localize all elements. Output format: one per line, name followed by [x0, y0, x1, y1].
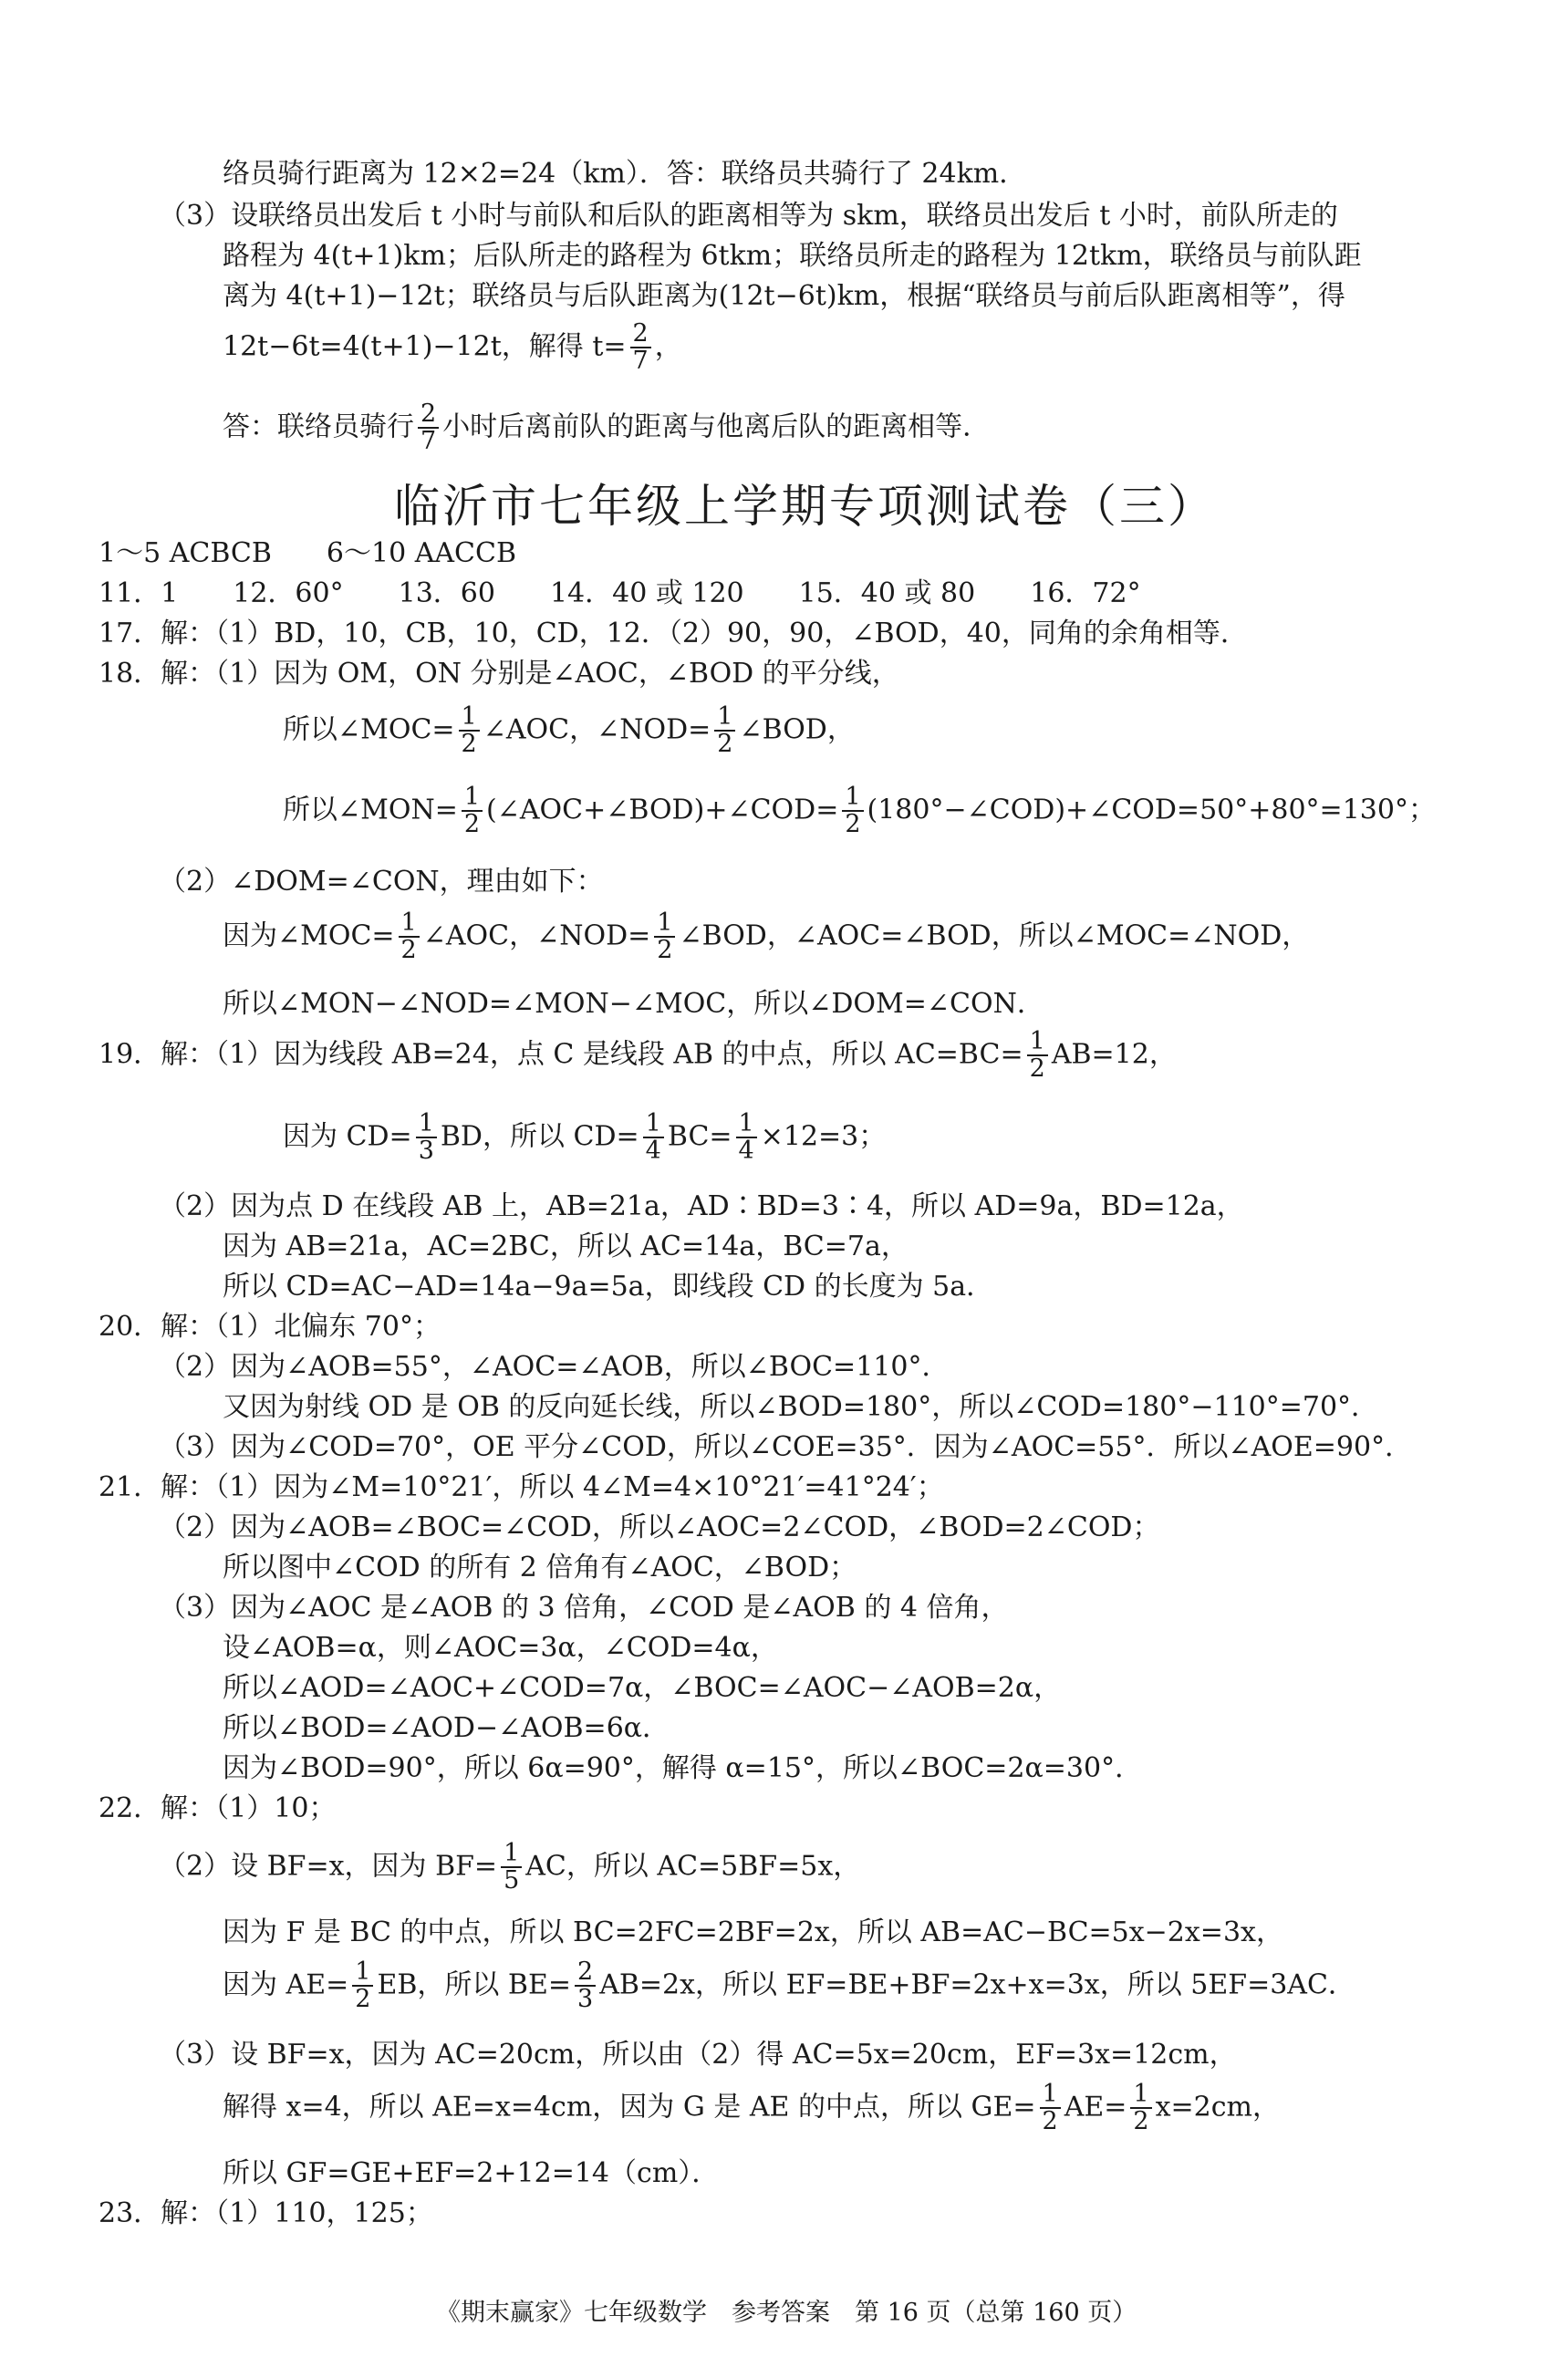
- text-segment: 因为 CD=: [283, 1120, 412, 1153]
- fraction: [1040, 2082, 1061, 2135]
- text-segment: BD，所以 CD=: [440, 1120, 639, 1153]
- fraction-denominator: 2: [1042, 2107, 1058, 2136]
- text-line: 又因为射线 OD 是 OB 的反向延长线，所以∠BOD=180°，所以∠COD=180°−110°=70°．: [223, 1391, 1379, 1423]
- text-line: 因为 F 是 BC 的中点，所以 BC=2FC=2BF=2x，所以 AB=AC−BC=5x−2x=3x，: [223, 1916, 1283, 1948]
- fraction-numerator: 1: [462, 784, 483, 812]
- fraction: [1130, 2082, 1151, 2135]
- text-line: 设∠AOB=α，则∠AOC=3α，∠COD=4α，: [223, 1632, 778, 1664]
- fraction: [501, 1841, 522, 1895]
- fraction-denominator: 2: [400, 936, 417, 965]
- text-segment: (180°−∠COD)+∠COD=50°+80°=130°；: [867, 794, 1436, 826]
- fraction: [399, 910, 420, 964]
- fraction-numerator: 2: [575, 1959, 596, 1987]
- text-line: 23．解：（1）110，125；: [99, 2197, 433, 2229]
- fraction-denominator: 2: [845, 810, 861, 839]
- text-line: 21．解：（1）因为∠M=10°21′，所以 4∠M=4×10°21′=41°24′；: [99, 1471, 944, 1503]
- text-line: 络员骑行距离为 12×2=24（km）．答：联络员共骑行了 24km．: [223, 158, 1027, 190]
- text-segment: AB=12，: [1051, 1038, 1177, 1071]
- fraction: [1027, 1029, 1048, 1083]
- fraction: [352, 1959, 373, 2013]
- text-segment: ∠BOD，: [739, 713, 855, 746]
- text-line: [223, 1959, 1355, 2013]
- fraction: [462, 784, 483, 838]
- fraction: [630, 321, 651, 375]
- text-line: 因为 AB=21a，AC=2BC，所以 AC=14a，BC=7a，: [223, 1231, 909, 1262]
- text-line: 所以∠AOD=∠AOC+∠COD=7α，∠BOC=∠AOC−∠AOB=2α，: [223, 1672, 1062, 1704]
- fraction-denominator: 4: [645, 1137, 661, 1166]
- text-line: [283, 1111, 886, 1165]
- text-line: 22．解：（1）10；: [99, 1792, 337, 1824]
- fraction: [418, 401, 439, 455]
- fraction-denominator: 2: [1029, 1054, 1045, 1084]
- text-segment: 12t−6t=4(t+1)−12t，解得 t=: [223, 330, 627, 363]
- text-line: [223, 321, 682, 375]
- text-line: [223, 2082, 1280, 2135]
- text-line: 11．1 12．60° 13．60 14．40 或 120 15．40 或 80 16．72°: [99, 577, 1141, 609]
- fraction-numerator: 1: [1130, 2082, 1151, 2109]
- text-line: （3）设联络员出发后 t 小时与前队和后队的距离相等为 skm，联络员出发后 t 小时，前队所走的: [159, 200, 1338, 232]
- text-segment: BC=: [667, 1120, 732, 1153]
- fraction: [575, 1959, 596, 2013]
- fraction-numerator: 1: [416, 1111, 437, 1138]
- text-line: 所以图中∠COD 的所有 2 倍角有∠AOC，∠BOD；: [223, 1552, 857, 1584]
- text-line: （2）∠DOM=∠CON，理由如下：: [159, 866, 604, 898]
- fraction-numerator: 1: [1027, 1029, 1048, 1056]
- text-line: [223, 401, 990, 455]
- fraction: [842, 784, 863, 838]
- fraction-denominator: 7: [632, 347, 649, 376]
- fraction-numerator: 1: [654, 910, 675, 938]
- fraction-denominator: 3: [577, 1985, 594, 2014]
- text-line: 路程为 4(t+1)km；后队所走的路程为 6tkm；联络员所走的路程为 12tkm，联络员与前队距: [223, 240, 1362, 272]
- text-line: 18．解：（1）因为 OM，ON 分别是∠AOC，∠BOD 的平分线，: [99, 658, 899, 690]
- text-segment: 小时后离前队的距离与他离后队的距离相等．: [442, 410, 991, 443]
- text-segment: ∠AOC，∠NOD=: [483, 713, 711, 746]
- text-line: 所以∠BOD=∠AOD−∠AOB=6α．: [223, 1712, 670, 1744]
- fraction-denominator: 5: [504, 1866, 520, 1895]
- text-segment: AB=2x，所以 EF=BE+BF=2x+x=3x，所以 5EF=3AC．: [599, 1968, 1355, 2001]
- text-segment: ×12=3；: [760, 1120, 887, 1153]
- text-line: （3）因为∠AOC 是∠AOB 的 3 倍角，∠COD 是∠AOB 的 4 倍角，: [159, 1592, 1009, 1624]
- fraction-numerator: 1: [501, 1841, 522, 1868]
- text-line: 所以 GF=GE+EF=2+12=14（cm）．: [223, 2157, 720, 2189]
- text-line: 20．解：（1）北偏东 70°；: [99, 1311, 441, 1343]
- fraction: [736, 1111, 757, 1165]
- text-segment: 答：联络员骑行: [223, 410, 414, 443]
- fraction-denominator: 2: [463, 810, 481, 839]
- fraction-denominator: 2: [461, 730, 477, 759]
- fraction-denominator: 3: [418, 1137, 434, 1166]
- fraction: [643, 1111, 664, 1165]
- text-line: 离为 4(t+1)−12t；联络员与后队距离为(12t−6t)km，根据“联络员与前后队距离相等”，得: [223, 280, 1345, 312]
- fraction-numerator: 1: [643, 1111, 664, 1138]
- fraction-numerator: 2: [630, 321, 651, 348]
- page-footer: 《期末赢家》七年级数学 参考答案 第 16 页（总第 160 页）: [436, 2299, 1137, 2327]
- text-line: 所以 CD=AC−AD=14a−9a=5a，即线段 CD 的长度为 5a．: [223, 1271, 994, 1303]
- fraction-numerator: 2: [418, 401, 439, 429]
- fraction-denominator: 2: [355, 1985, 371, 2014]
- text-segment: ，: [654, 330, 682, 363]
- fraction: [459, 704, 480, 758]
- text-segment: x=2cm，: [1155, 2091, 1281, 2124]
- text-line: [283, 784, 1436, 838]
- text-line: （2）因为∠AOB=55°，∠AOC=∠AOB，所以∠BOC=110°．: [159, 1351, 950, 1383]
- text-line: 17．解：（1）BD，10，CB，10，CD，12．（2）90，90，∠BOD，40，同角的余角相等．: [99, 618, 1248, 649]
- fraction-denominator: 2: [657, 936, 673, 965]
- text-segment: 所以∠MON=: [283, 794, 458, 826]
- text-line: [99, 1029, 1177, 1083]
- text-segment: 因为∠MOC=: [223, 919, 395, 952]
- text-line: 因为∠BOD=90°，所以 6α=90°，解得 α=15°，所以∠BOC=2α=30°．: [223, 1752, 1143, 1784]
- text-segment: ∠AOC，∠NOD=: [422, 919, 651, 952]
- fraction: [654, 910, 675, 964]
- text-line: 所以∠MON−∠NOD=∠MON−∠MOC，所以∠DOM=∠CON．: [223, 988, 1044, 1020]
- fraction-numerator: 1: [459, 704, 480, 732]
- text-segment: EB，所以 BE=: [377, 1968, 572, 2001]
- text-segment: （2）设 BF=x，因为 BF=: [159, 1850, 498, 1883]
- fraction-numerator: 1: [842, 784, 863, 812]
- text-segment: (∠AOC+∠BOD)+∠COD=: [486, 794, 839, 826]
- fraction-denominator: 2: [717, 730, 733, 759]
- section-title: 临沂市七年级上学期专项测试卷（三）: [394, 480, 1216, 533]
- text-line: [283, 704, 855, 758]
- text-segment: AE=: [1064, 2091, 1127, 2124]
- fraction: [714, 704, 735, 758]
- text-line: （2）因为点 D 在线段 AB 上，AB=21a，AD∶BD=3∶4，所以 AD=9a，BD=12a，: [159, 1190, 1244, 1222]
- fraction-denominator: 7: [421, 427, 437, 456]
- text-line: [159, 1841, 860, 1895]
- text-segment: 解得 x=4，所以 AE=x=4cm，因为 G 是 AE 的中点，所以 GE=: [223, 2091, 1036, 2124]
- text-segment: AC，所以 AC=5BF=5x，: [525, 1850, 861, 1883]
- text-line: （3）设 BF=x，因为 AC=20cm，所以由（2）得 AC=5x=20cm，EF=3x=12cm，: [159, 2039, 1237, 2071]
- text-line: 1～5 ACBCB 6～10 AACCB: [99, 537, 517, 569]
- text-line: [223, 910, 1309, 964]
- text-line: （3）因为∠COD=70°，OE 平分∠COD，所以∠COE=35°．因为∠AOC=55°．所以∠AOE=90°．: [159, 1431, 1413, 1463]
- fraction-numerator: 1: [714, 704, 735, 732]
- fraction-numerator: 1: [1040, 2082, 1061, 2109]
- text-segment: 因为 AE=: [223, 1968, 349, 2001]
- text-line: （2）因为∠AOB=∠BOC=∠COD，所以∠AOC=2∠COD，∠BOD=2∠COD；: [159, 1511, 1160, 1543]
- fraction-denominator: 2: [1133, 2107, 1149, 2136]
- text-segment: 19．解：（1）因为线段 AB=24，点 C 是线段 AB 的中点，所以 AC=BC=: [99, 1038, 1023, 1071]
- text-segment: ∠BOD，∠AOC=∠BOD，所以∠MOC=∠NOD，: [679, 919, 1310, 952]
- fraction-numerator: 1: [399, 910, 420, 938]
- fraction: [416, 1111, 437, 1165]
- fraction-denominator: 4: [738, 1137, 754, 1166]
- fraction-numerator: 1: [736, 1111, 757, 1138]
- text-segment: 所以∠MOC=: [283, 713, 455, 746]
- fraction-numerator: 1: [352, 1959, 373, 1987]
